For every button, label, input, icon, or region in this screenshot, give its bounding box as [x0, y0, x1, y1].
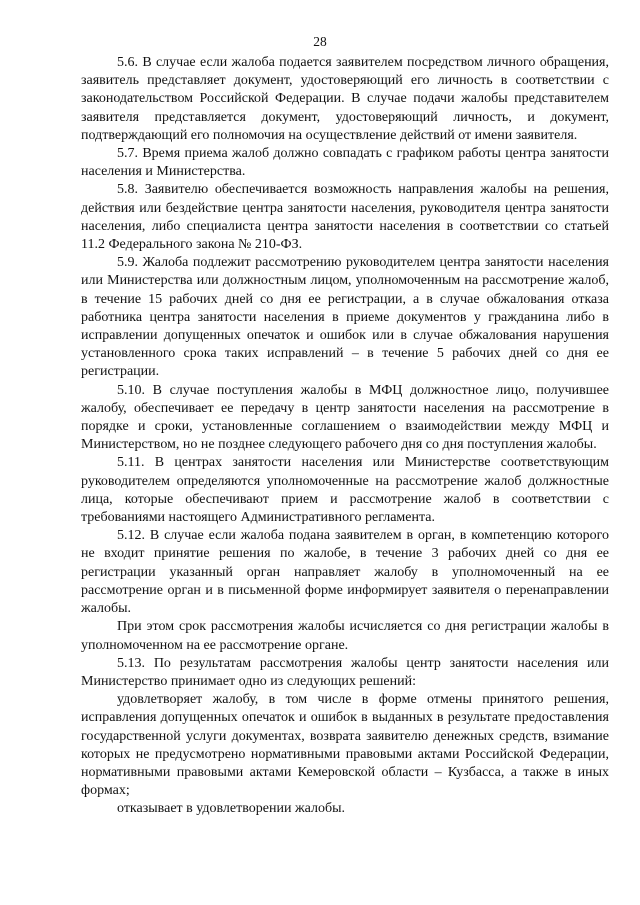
decision-satisfy: удовлетворяет жалобу, в том числе в форме отмены принятого решения, исправления допущенных опечаток и ошибок в выданных в результате предоставления государственной услуги документах, возврата заявителю денежных средств, взимание которых не предусмотрено нормативными правовыми актами Российской Федерации, нормативными правовыми актами Кемеровской области – Кузбасса, а также в иных формах; [81, 692, 609, 799]
paragraph-5-10: 5.10. В случае поступления жалобы в МФЦ должностное лицо, получившее жалобу, обеспечивает ее передачу в центр занятости населения на рассмотрение в порядке и сроки, установленные соглашением о взаимодействии между МФЦ и Министерством, но не позднее следующего рабочего дня со дня поступления жалобы. [81, 382, 609, 453]
paragraph-5-11: 5.11. В центрах занятости населения или Министерстве соответствующим руководителем определяются уполномоченные на рассмотрение жалоб должностные лица, которые обеспечивают прием и рассмотрение жалоб в соответствии с требованиями настоящего Административного регламента. [81, 455, 609, 526]
document-body [81, 54, 609, 819]
paragraph-5-8: 5.8. Заявителю обеспечивается возможность направления жалобы на решения, действия или бездействие центра занятости населения, руководителя центра занятости населения, либо специалиста центра занятости населения в соответствии со статьей 11.2 Федерального закона № 210-ФЗ. [81, 182, 609, 253]
paragraph-5-7: 5.7. Время приема жалоб должно совпадать с графиком работы центра занятости населения и Министерства. [81, 146, 609, 180]
paragraph-5-12-term: При этом срок рассмотрения жалобы исчисляется со дня регистрации жалобы в уполномоченном на ее рассмотрение органе. [81, 619, 609, 653]
decision-refuse: отказывает в удовлетворении жалобы. [117, 801, 345, 817]
paragraph-5-6: 5.6. В случае если жалоба подается заявителем посредством личного обращения, заявитель представляет документ, удостоверяющий его личность в соответствии с законодательством Российской Федерации. В случае подачи жалобы представителем заявителя представляется документ, удостоверяющий личность, и документ, подтверждающий его полномочия на осуществление действий от имени заявителя. [81, 55, 609, 143]
page-number: 28 [313, 34, 327, 49]
paragraph-5-9: 5.9. Жалоба подлежит рассмотрению руководителем центра занятости населения или Министерства или должностным лицом, уполномоченным на рассмотрение жалоб, в течение 15 рабочих дней со дня ее регистрации, а в случае обжалования отказа работника центра занятости населения в приеме документов у гражданина либо в исправлении допущенных опечаток и ошибок или в случае обжалования нарушения установленного срока таких исправлений – в течение 5 рабочих дней со дня ее регистрации. [81, 255, 609, 380]
paragraph-5-12: 5.12. В случае если жалоба подана заявителем в орган, в компетенцию которого не входит принятие решения по жалобе, в течение 3 рабочих дней со дня ее регистрации указанный орган направляет жалобу в уполномоченный на ее рассмотрение орган и в письменной форме информирует заявителя о перенаправлении жалобы. [81, 528, 609, 617]
paragraph-5-13: 5.13. По результатам рассмотрения жалобы центр занятости населения или Министерство принимает одно из следующих решений: [81, 655, 609, 689]
